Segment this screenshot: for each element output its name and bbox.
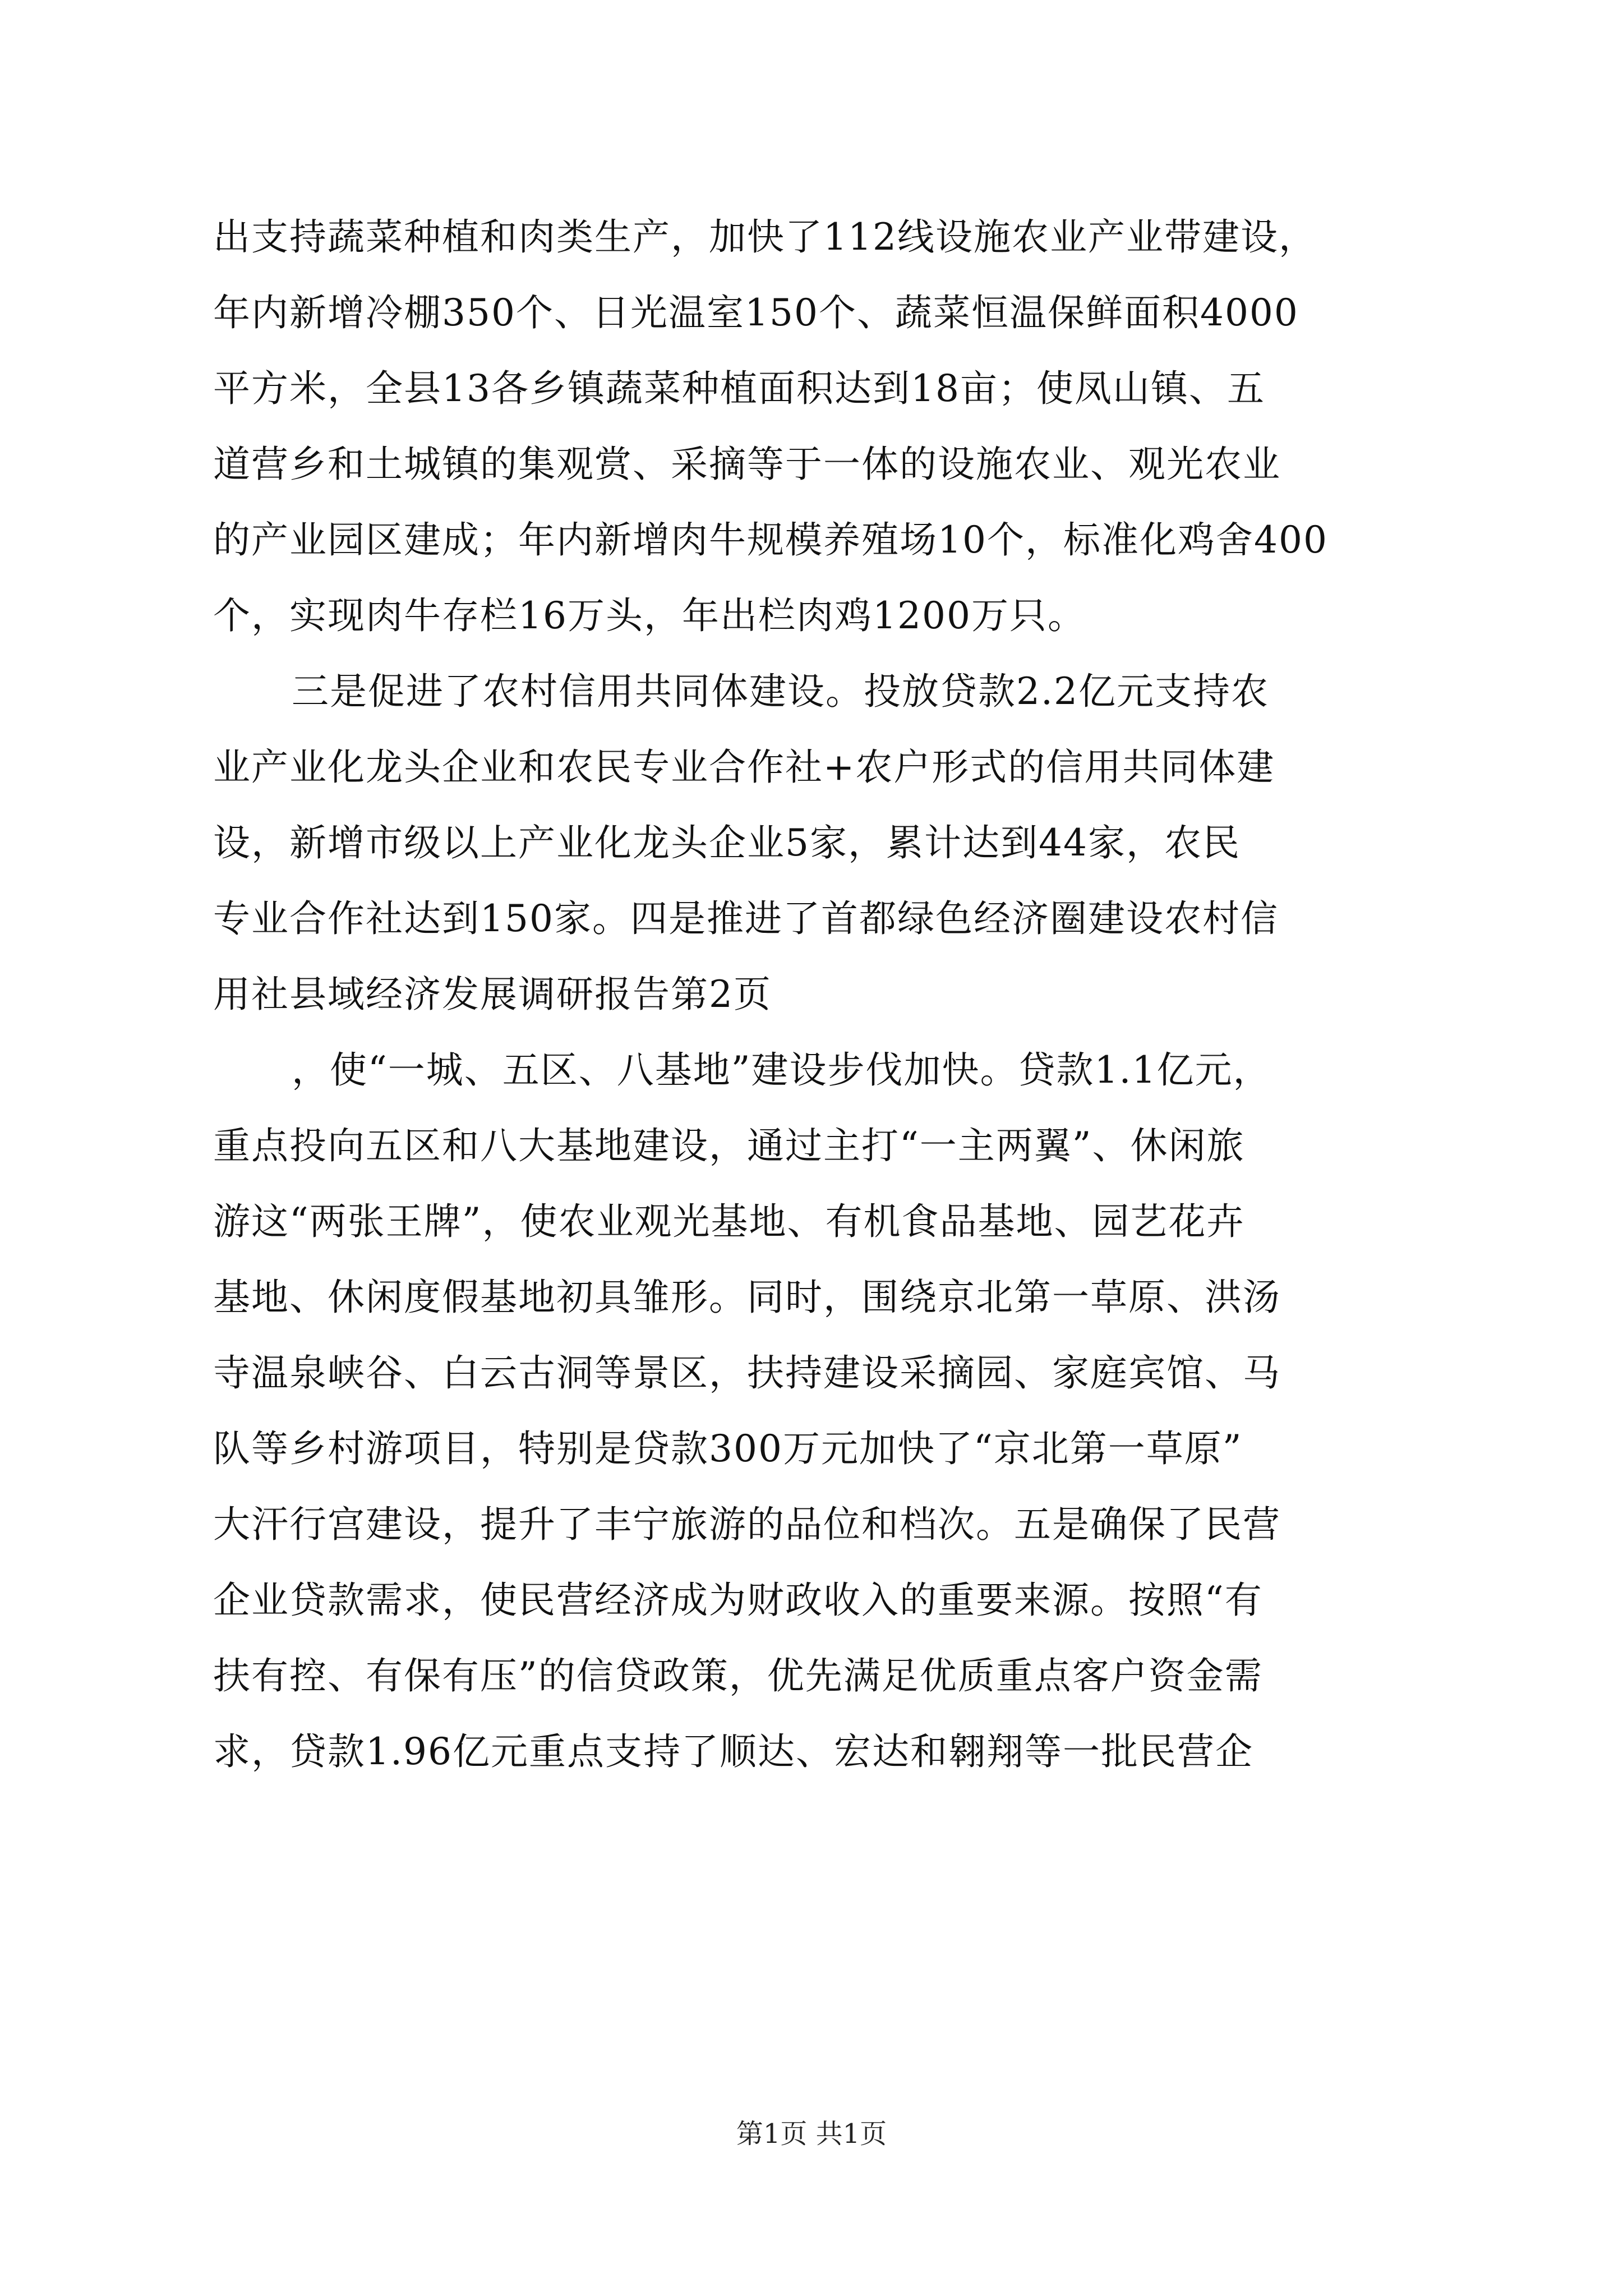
text-line: 寺温泉峡谷、白云古洞等景区，扶持建设采摘园、家庭宾馆、马: [213, 1351, 1281, 1395]
text-line: 设，新增市级以上产业化龙头企业5家，累计达到44家，农民: [213, 821, 1241, 864]
text-line: 重点投向五区和八大基地建设，通过主打“一主两翼”、休闲旅: [213, 1124, 1245, 1167]
text-line: 扶有控、有保有压”的信贷政策，优先满足优质重点客户资金需: [213, 1654, 1263, 1697]
text-line: ，使“一城、五区、八基地”建设步伐加快。贷款1.1亿元，: [292, 1048, 1271, 1092]
text-line: 游这“两张王牌”，使农业观光基地、有机食品基地、园艺花卉: [213, 1200, 1245, 1243]
text-line: 个，实现肉牛存栏16万头，年出栏肉鸡1200万只。: [213, 594, 1086, 637]
text-line: 平方米，全县13各乡镇蔬菜种植面积达到18亩；使凤山镇、五: [213, 367, 1265, 410]
text-line: 出支持蔬菜种植和肉类生产，加快了112线设施农业产业带建设，: [213, 215, 1317, 259]
text-line: 队等乡村游项目，特别是贷款300万元加快了“京北第一草原”: [213, 1427, 1243, 1470]
text-line: 专业合作社达到150家。四是推进了首都绿色经济圈建设农村信: [213, 897, 1279, 940]
text-line: 业产业化龙头企业和农民专业合作社+农户形式的信用共同体建: [213, 746, 1275, 789]
text-line: 年内新增冷棚350个、日光温室150个、蔬菜恒温保鲜面积4000: [213, 291, 1299, 334]
text-line: 用社县域经济发展调研报告第2页: [213, 973, 772, 1016]
text-line: 道营乡和土城镇的集观赏、采摘等于一体的设施农业、观光农业: [213, 443, 1281, 486]
text-line: 求，贷款1.96亿元重点支持了顺达、宏达和翱翔等一批民营企: [213, 1730, 1253, 1773]
text-line: 三是促进了农村信用共同体建设。投放贷款2.2亿元支持农: [292, 670, 1269, 713]
page-footer: 第1页 共1页: [736, 2118, 887, 2150]
text-line: 大汗行宫建设，提升了丰宁旅游的品位和档次。五是确保了民营: [213, 1503, 1281, 1546]
text-line: 企业贷款需求，使民营经济成为财政收入的重要来源。按照“有: [213, 1579, 1263, 1622]
text-line: 基地、休闲度假基地初具雏形。同时，围绕京北第一草原、洪汤: [213, 1276, 1281, 1319]
text-line: 的产业园区建成；年内新增肉牛规模养殖场10个，标准化鸡舍400: [213, 518, 1328, 562]
